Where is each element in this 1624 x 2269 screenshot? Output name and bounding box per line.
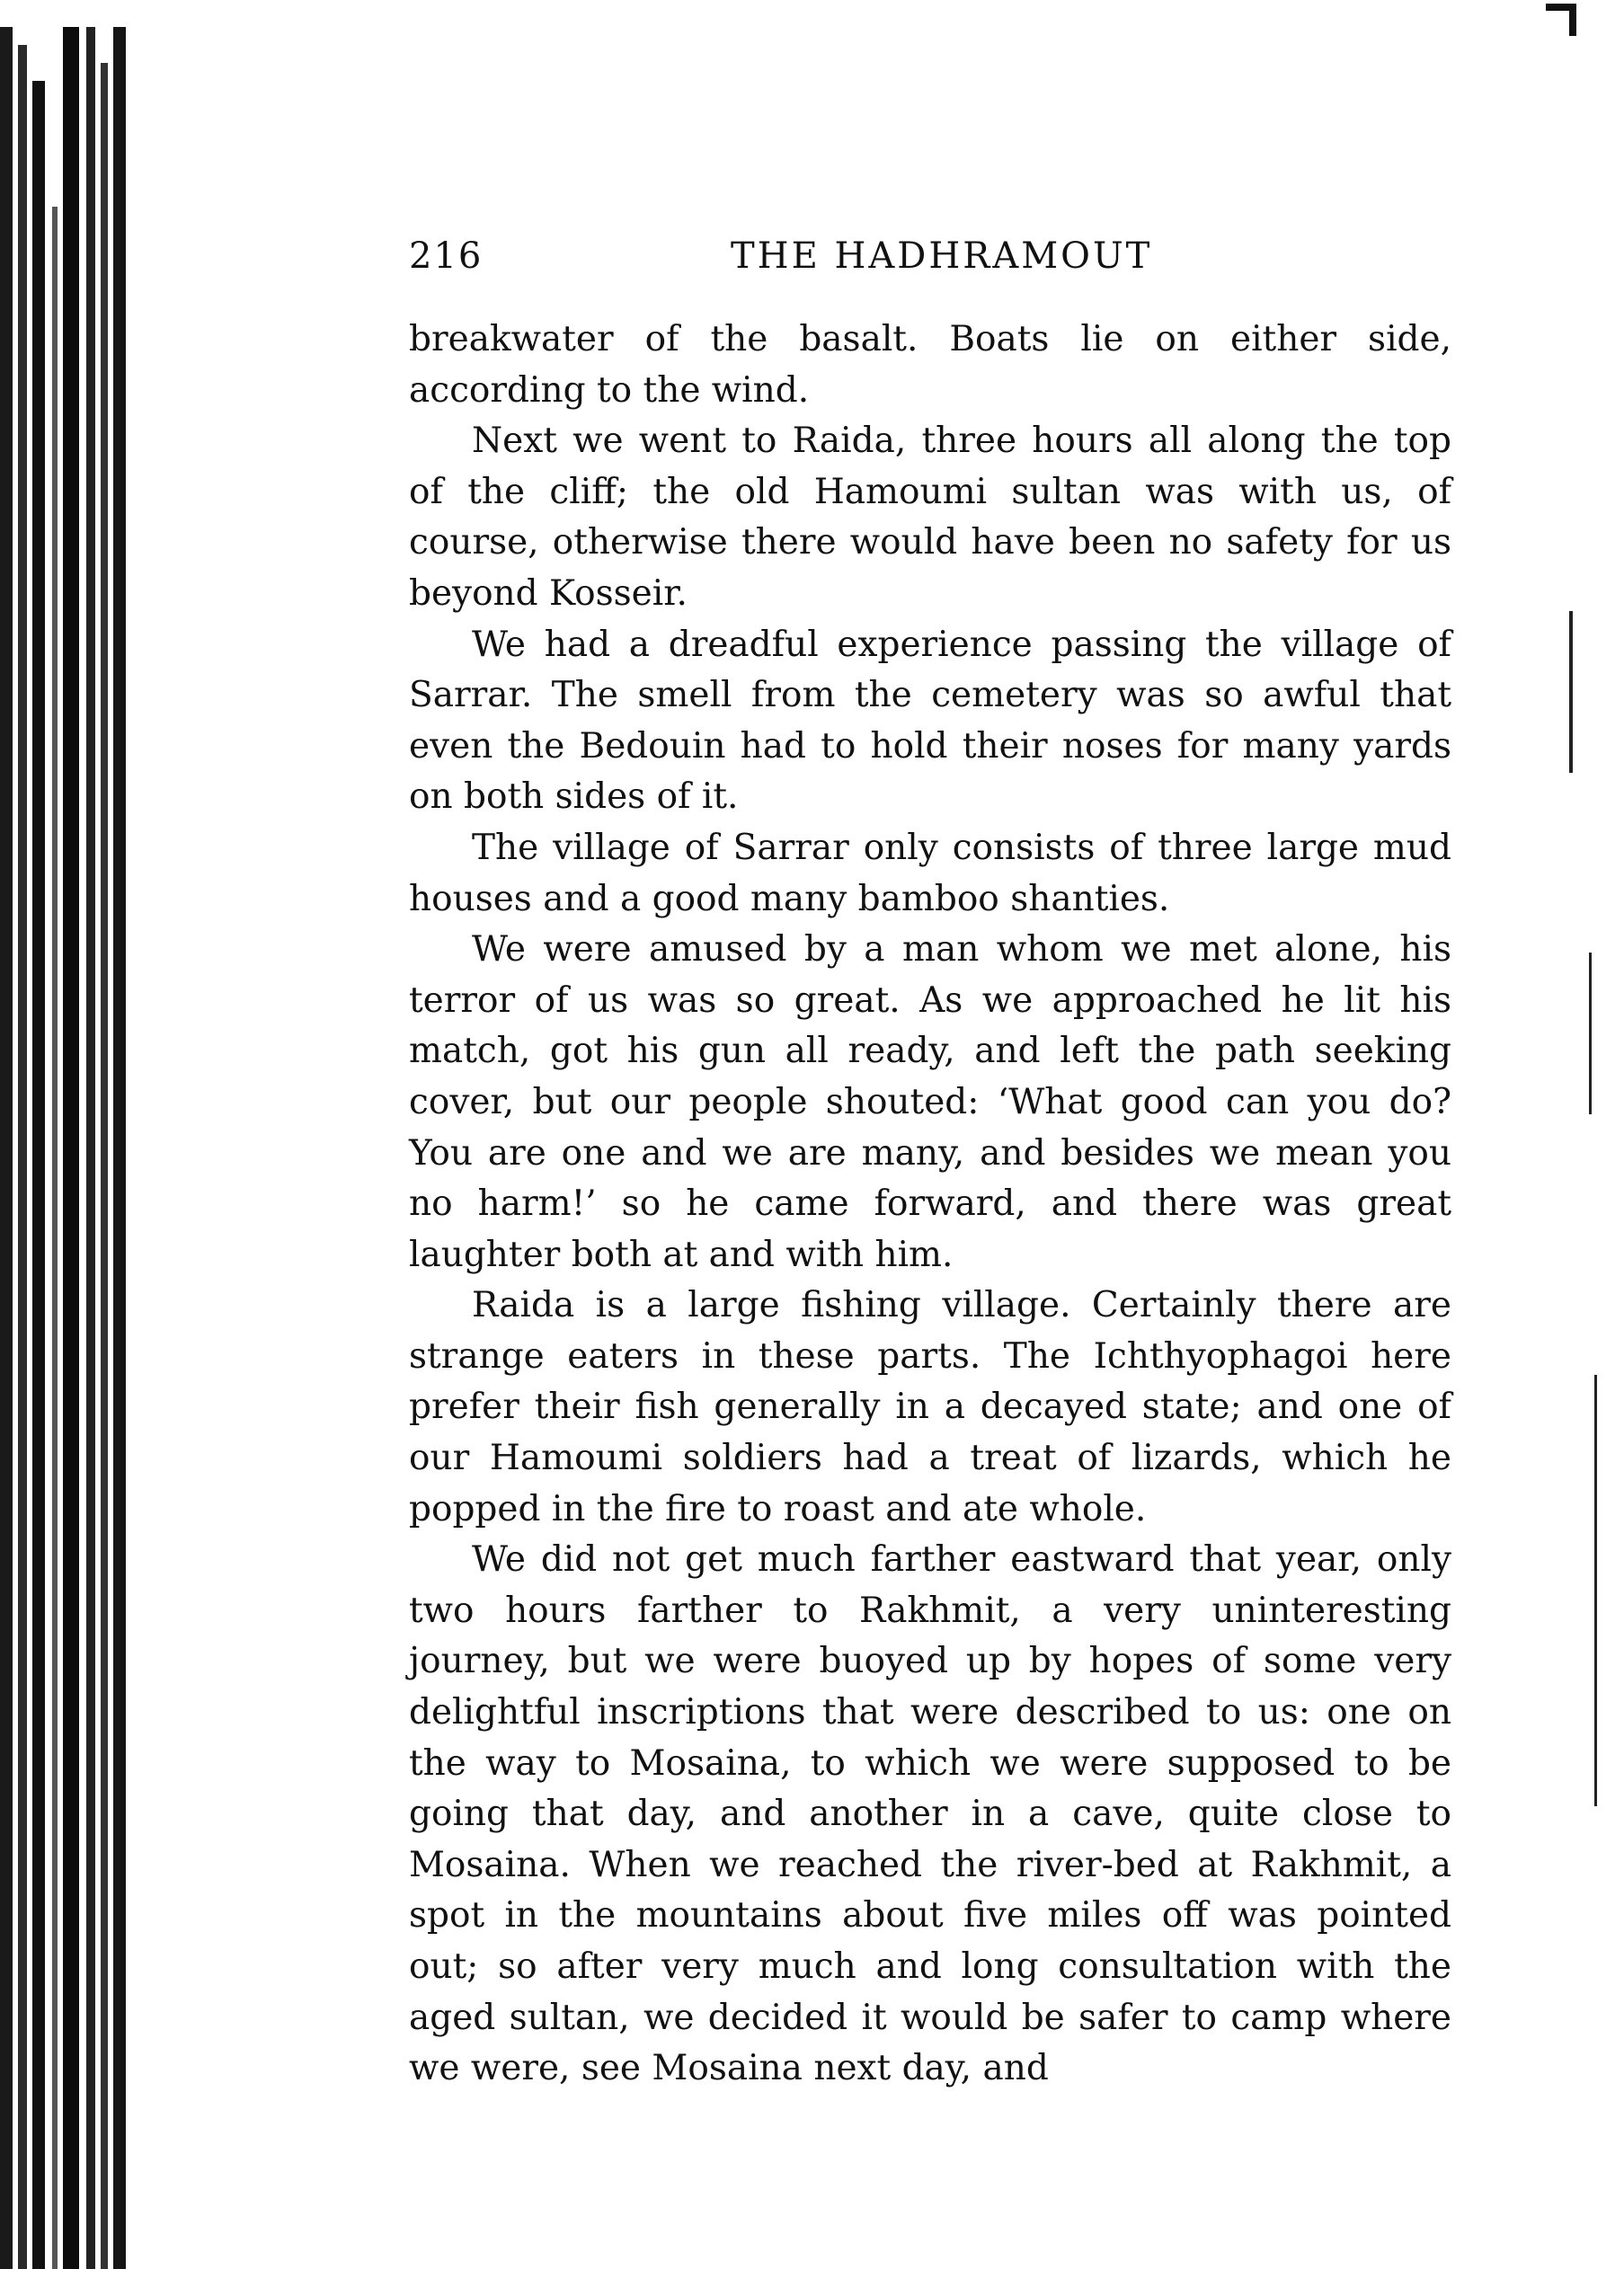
paragraph-3: We had a dreadful experience passing the village of Sarrar. The smell from the cemetery was so awful that even the Bedouin had to hold their noses for many yards on both sides of it. — [409, 624, 1451, 818]
paragraph-5: We were amused by a man whom we met alone, his terror of us was so great. As we approached he lit his match, got his gun all ready, and left the path seeking cover, but our people shouted: ‘What good can you do? You are one and we are many, and besides we mean you no harm!’ so he came forward, and there was great laughter both at and with him. — [409, 929, 1451, 1275]
paragraph-6: Raida is a large fishing village. Certainly there are strange eaters in these parts. The Ichthyophagoi here prefer their fish generally in a decayed state; and one of our Hamoumi soldiers had a treat of lizards, which he popped in the fire to roast and ate whole. — [409, 1285, 1451, 1529]
paragraph-7: We did not get much farther eastward that year, only two hours farther to Rakhmit, a very uninteresting journey, but we were buoyed up by hopes of some very delightful inscriptions that were described to us: one on the way to Mosaina, to which we were supposed to be going that day, and another in a cave, quite close to Mosaina. When we reached the river-bed at Rakhmit, a spot in the mountains about five miles off was pointed out; so after very much and long consultation with the aged sultan, we decided it would be safer to camp where we were, see Mosaina next day, and — [409, 1539, 1451, 2089]
book-binding-shadow — [0, 27, 135, 2269]
paragraph-2: Next we went to Raida, three hours all along the top of the cliff; the old Hamoumi sultan was with us, of course, otherwise there would have been no safety for us beyond Kosseir. — [409, 421, 1451, 614]
book-page — [409, 235, 1451, 2095]
running-title: THE HADHRAMOUT — [731, 235, 1153, 277]
page-header — [409, 235, 1451, 289]
paragraph-1: breakwater of the basalt. Boats lie on either side, according to the wind. — [409, 319, 1451, 411]
body-text — [409, 315, 1451, 2095]
paragraph-4: The village of Sarrar only consists of three large mud houses and a good many bamboo shanties. — [409, 827, 1451, 919]
page-edge-marks — [1528, 0, 1624, 2269]
page-number: 216 — [409, 235, 484, 277]
